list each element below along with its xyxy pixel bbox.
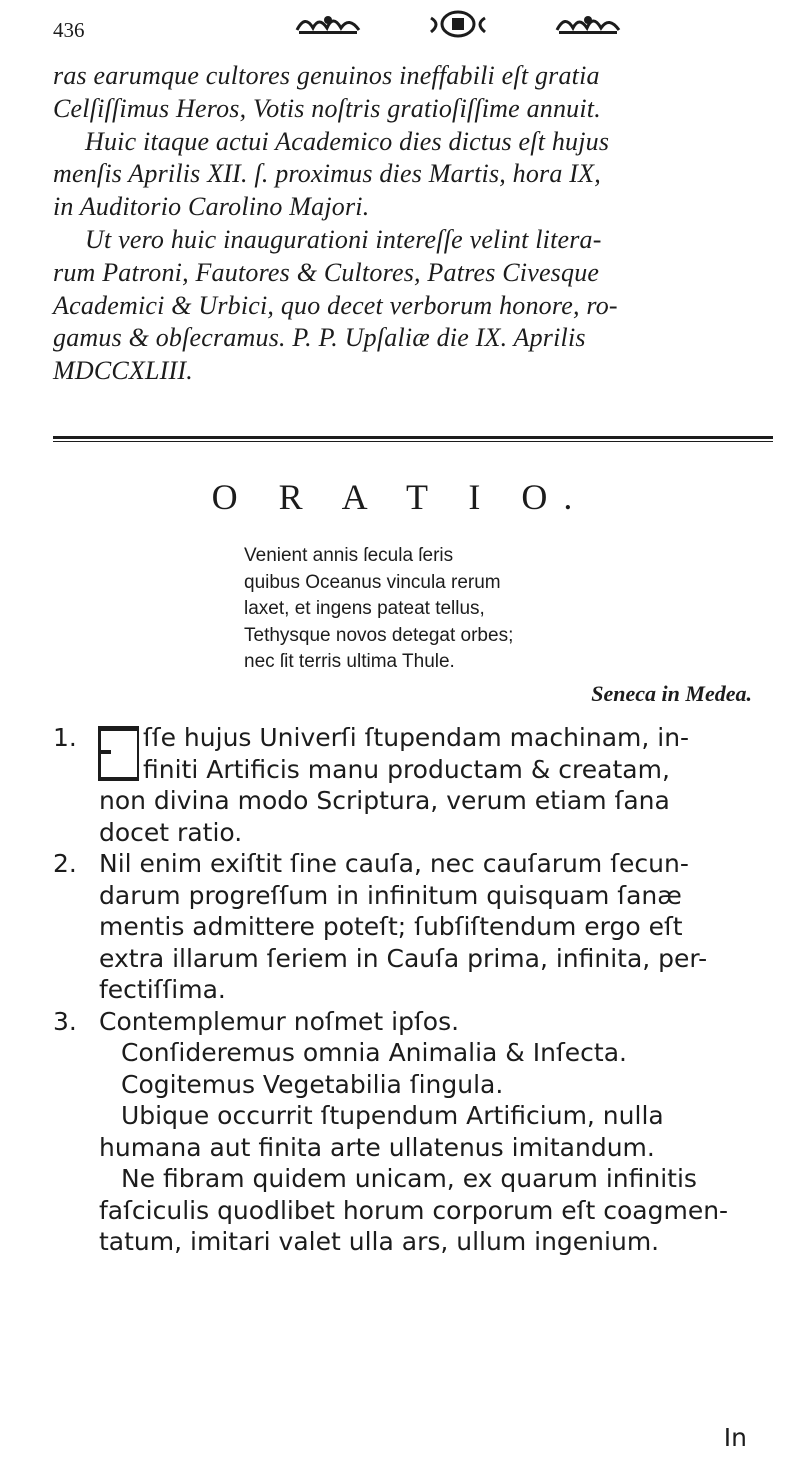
paragraph-line: mentis admittere poteſt; ſubſiſtendum ergo eſt (99, 912, 683, 941)
epigraph-line: laxet, et ingens pateat tellus, (244, 598, 485, 619)
epigraph-attribution: Seneca in Medea. (591, 681, 752, 706)
announcement-text (53, 60, 773, 388)
epigraph-line: quibus Oceanus vincula rerum (244, 571, 501, 593)
paragraph-line: Nil enim exiſtit ſine cauſa, nec cauſarum ſecun- (99, 849, 689, 878)
paragraph-line: Contemplemur noſmet ipſos. (99, 1006, 460, 1036)
paragraph-number: 2. (53, 849, 77, 878)
paragraph-line: Ne fibram quidem unicam, ex quarum infinitis (121, 1164, 697, 1193)
page-header (53, 10, 793, 60)
paragraph-line: extra illarum ſeriem in Cauſa prima, infinita, per- (99, 943, 708, 973)
intro-line: Celſiſſimus Heros, Votis noſtris gratioſiſſime annuit. (53, 93, 601, 123)
paragraph-line: ſſe hujus Univerſi ſtupendam machinam, in- (143, 723, 690, 752)
crest-ornament-icon (423, 10, 493, 38)
intro-line: MDCCXLIII. (53, 356, 193, 386)
paragraph-line: humana aut finita arte ullatenus imitandum. (99, 1132, 655, 1162)
paragraph-line: docet ratio. (99, 817, 243, 847)
header-ornaments (293, 10, 623, 38)
paragraph-line: Cogitemus Vegetabilia ſingula. (121, 1069, 504, 1099)
paragraph-line: finiti Artificis manu productam & creatam, (143, 754, 670, 784)
paragraph-line: non divina modo Scriptura, verum etiam ſana (99, 786, 670, 815)
divider-thin-line (53, 441, 773, 442)
oration-body (53, 722, 783, 1258)
epigraph-line: Tethysque novos detegat orbes; (244, 624, 514, 646)
intro-line: Ut vero huic inaugurationi intereſſe velint litera- (85, 224, 602, 254)
section-divider (53, 436, 773, 442)
intro-line: in Auditorio Carolino Majori. (53, 192, 370, 222)
paragraph-line: Conſideremus omnia Animalia & Inſecta. (121, 1038, 627, 1067)
intro-line: menſis Aprilis XII. ſ. proximus dies Martis, hora IX, (53, 159, 601, 189)
oration-title: O R A T I O. (211, 477, 589, 517)
paragraph-1 (53, 722, 783, 848)
floral-ornament-icon (553, 10, 623, 38)
page-number: 436 (53, 18, 85, 42)
paragraph-number: 3. (53, 1006, 77, 1036)
paragraph-line: darum progreſſum in infinitum quisquam ſanæ (99, 880, 682, 910)
paragraph-3 (53, 1006, 783, 1258)
drop-cap-e-icon (98, 726, 139, 781)
epigraph-line: Venient annis ſecula ſeris (244, 545, 454, 566)
epigraph-line: nec ſit terris ultima Thule. (244, 651, 455, 672)
paragraph-line: Ubique occurrit ſtupendum Artificium, nulla (121, 1101, 664, 1130)
paragraph-line: tatum, imitari valet ulla ars, ullum ingenium. (99, 1227, 660, 1256)
epigraph (244, 543, 774, 676)
paragraph-line: fectiſſima. (99, 975, 226, 1004)
paragraph-line: faſciculis quodlibet horum corporum eſt coagmen- (99, 1195, 729, 1225)
catchword: In (723, 1423, 747, 1452)
paragraph-number: 1. (53, 723, 77, 752)
floral-ornament-icon (293, 10, 363, 38)
paragraph-2 (53, 848, 783, 1006)
intro-line: rum Patroni, Fautores & Cultores, Patres Civesque (53, 257, 600, 287)
intro-line: Huic itaque actui Academico dies dictus eſt hujus (85, 126, 610, 156)
divider-thick-line (53, 436, 773, 439)
intro-line: Academici & Urbici, quo decet verborum honore, ro- (53, 290, 618, 320)
intro-line: gamus & obſecramus. P. P. Upſaliæ die IX. Aprilis (53, 323, 586, 353)
intro-line: ras earumque cultores genuinos ineffabili eſt gratia (53, 61, 600, 90)
